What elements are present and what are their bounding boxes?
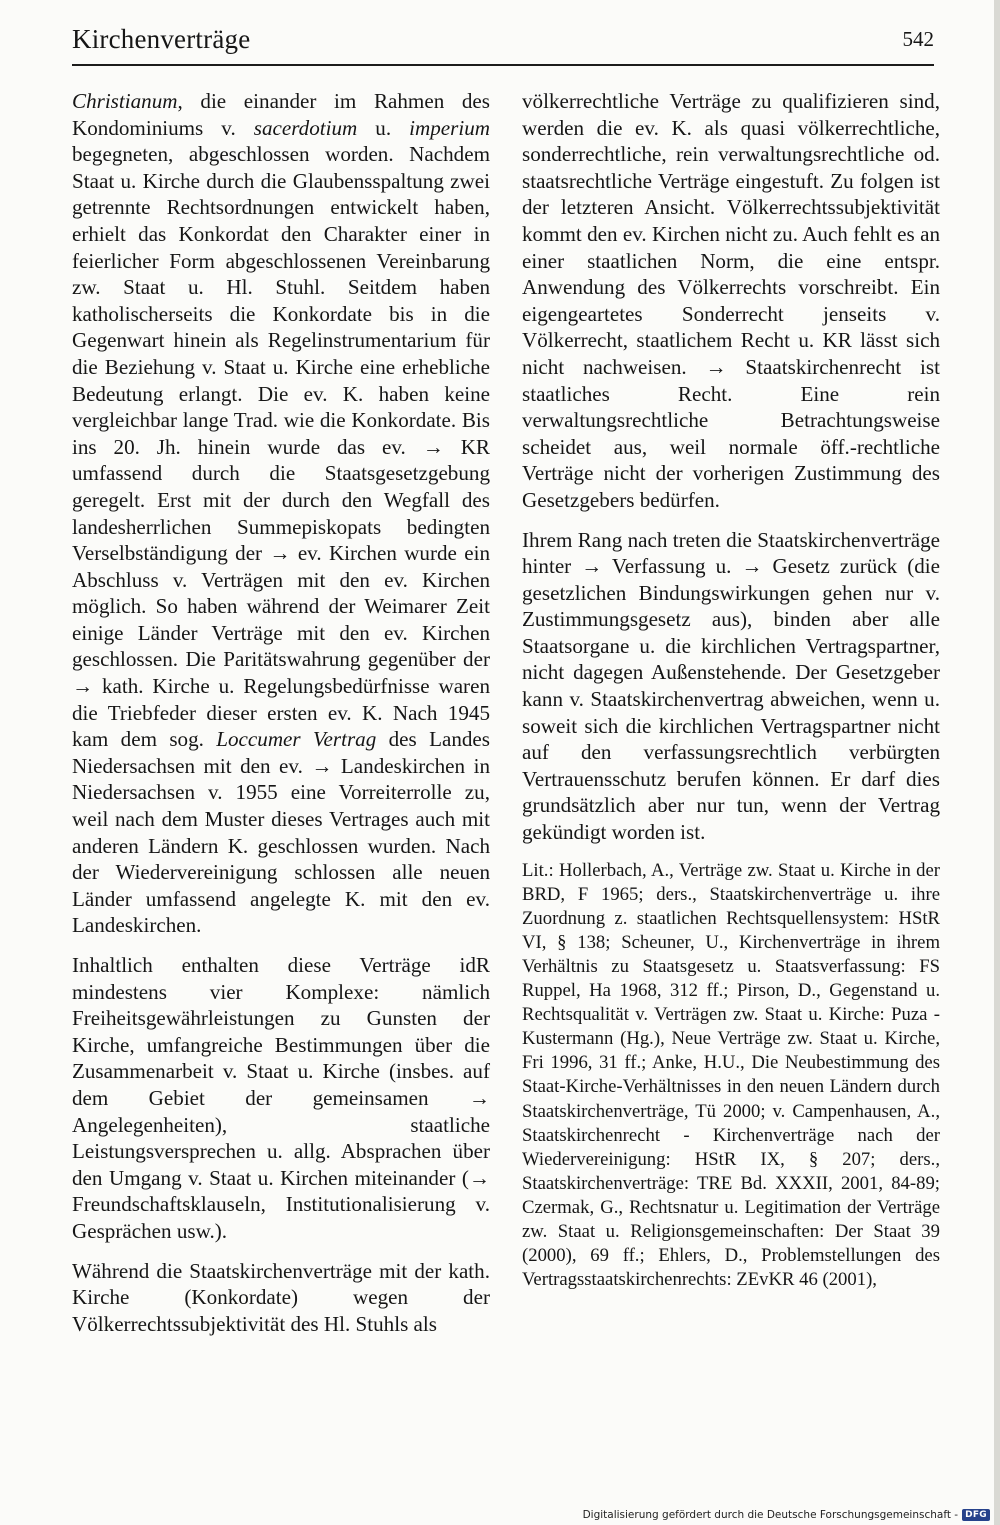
page-header <box>72 24 934 64</box>
running-title: Kirchenverträge <box>72 24 251 54</box>
paragraph: Inhaltlich enthalten diese Verträge idR mindestens vier Komplexe: nämlich Freiheitsgewährleistungen zu Gunsten der Kirche, umfangreiche Bestimmungen über die Zusammenarbeit v. Staat u. Kirche (insbes. auf dem Gebiet der gemeinsamen → Angelegenheiten), staatliche Leistungsversprechen u. allg. Absprachen über den Umgang v. Staat u. Kirchen miteinander (→ Freundschaftsklauseln, Institutionalisierung v. Gesprächen usw.). <box>72 953 490 1243</box>
footer-text: Digitalisierung gefördert durch die Deutsche Forschungsgemeinschaft - <box>582 1509 959 1521</box>
paragraph: Während die Staatskirchenverträge mit der kath. Kirche (Konkordate) wegen der Völkerrechtssubjektivität des Hl. Stuhls als <box>72 1258 490 1336</box>
page-number: 542 <box>902 27 934 51</box>
header-rule <box>72 64 934 66</box>
paragraph: Christianum, die einander im Rahmen des Kondominiums v. sacerdotium u. imperium begegneten, abgeschlossen worden. Nachdem Staat u. Kirche durch die Glaubensspaltung zwei getrennte Rechtsordnungen entwickelt haben, erhielt das Konkordat den Charakter einer in feierlicher Form abgeschlossenen Vereinbarung zw. Staat u. Hl. Stuhl. Seitdem haben katholischerseits die Konkordate bis in die Gegenwart hinein als Regelinstrumentarium für die Beziehung v. Staat u. Kirche eine erhebliche Bedeutung erlangt. Die ev. K. haben keine vergleichbar lange Trad. wie die Konkordate. Bis ins 20. Jh. hinein wurde das ev. → KR umfassend durch die Staatsgesetzgebung geregelt. Erst mit der durch den Wegfall des landesherrlichen Summepiskopats bedingten Verselbständigung der → ev. Kirchen wurde ein Abschluss v. Verträgen mit den ev. Kirchen möglich. So haben während der Weimarer Zeit einige Länder Verträge mit den ev. Kirchen geschlossen. Die Paritätswahrung gegenüber der → kath. Kirche u. Regelungsbedürfnisse waren die Triebfeder dieser ersten ev. K. Nach 1945 kam dem sog. Loccumer Vertrag des Landes Niedersachsen mit den ev. → Landeskirchen in Niedersachsen v. 1955 eine Vorreiterrolle zu, weil nach dem Muster dieses Vertrages auch mit anderen Ländern K. geschlossen wurden. Nach der Wiedervereinigung schlossen alle neuen Länder umfassend angelegte K. mit den ev. Landeskirchen. <box>72 89 490 938</box>
literature-references: Lit.: Hollerbach, A., Verträge zw. Staat u. Kirche in der BRD, F 1965; ders., Staatskirchenverträge u. ihre Zuordnung z. staatlichen Rechtsquellensystem: HStR VI, § 138; Scheuner, U., Kirchenverträge in ihrem Verhältnis zu Staatsgesetz u. Staatsverfassung: FS Ruppel, Ha 1968, 312 ff.; Pirson, D., Gegenstand u. Rechtsqualität v. Verträgen zw. Staat u. Kirche: Puza - Kustermann (Hg.), Neue Verträge zw. Staat u. Kirche, Fri 1996, 31 ff.; Anke, H.U., Die Neubestimmung des Staat-Kirche-Verhältnisses in den neuen Ländern durch Staatskirchenverträge, Tü 2000; v. Campenhausen, A., Staatskirchenrecht - Kirchenverträge nach der Wiedervereinigung: HStR IX, § 207; ders., Staatskirchenverträge: TRE Bd. XXXII, 2001, 84-89; Czermak, G., Rechtsnatur u. Legitimation der Verträge zw. Staat u. Religionsgemeinschaften: Der Staat 39 (2000), 69 ff.; Ehlers, D., Problemstellungen des Vertragsstaatskirchenrechts: ZEvKR 46 (2001), <box>522 859 940 1291</box>
dfg-logo: DFG <box>962 1509 990 1521</box>
digitization-footer <box>583 1509 990 1521</box>
paragraph: Ihrem Rang nach treten die Staatskirchenverträge hinter → Verfassung u. → Gesetz zurück (die gesetzlichen Bindungswirkungen gehen nur v. Zustimmungsgesetz aus), binden aber alle Staatsorgane u. die kirchlichen Vertragspartner, nicht dagegen Außenstehende. Der Gesetzgeber kann v. Staatskirchenvertrag abweichen, wenn u. soweit sich die kirchlichen Vertragspartner nicht auf den verfassungsrechtlich verbürgten Vertrauensschutz berufen können. Er darf dies grundsätzlich aber nur tun, wenn der Vertrag gekündigt worden ist. <box>522 527 940 845</box>
right-column <box>522 88 940 1305</box>
left-column <box>72 88 490 1350</box>
scan-edge <box>994 0 1000 1525</box>
paragraph: völkerrechtliche Verträge zu qualifizieren sind, werden die ev. K. als quasi völkerrechtliche, sonderrechtliche, rein verwaltungsrechtliche od. staatsrechtliche Verträge eingestuft. Zu folgen ist der letzteren Ansicht. Völkerrechtssubjektivität kommt den ev. Kirchen nicht zu. Auch fehlt es an einer staatlichen Norm, die eine entspr. Anwendung des Völkerrechts vorschreibt. Ein eigengeartetes Sonderrecht jenseits v. Völkerrecht, staatlichem Recht u. KR lässt sich nicht nachweisen. → Staatskirchenrecht ist staatliches Recht. Eine rein verwaltungsrechtliche Betrachtungsweise scheidet aus, weil normale öff.-rechtliche Verträge nicht der vorherigen Zustimmung des Gesetzgebers bedürfen. <box>522 89 940 512</box>
